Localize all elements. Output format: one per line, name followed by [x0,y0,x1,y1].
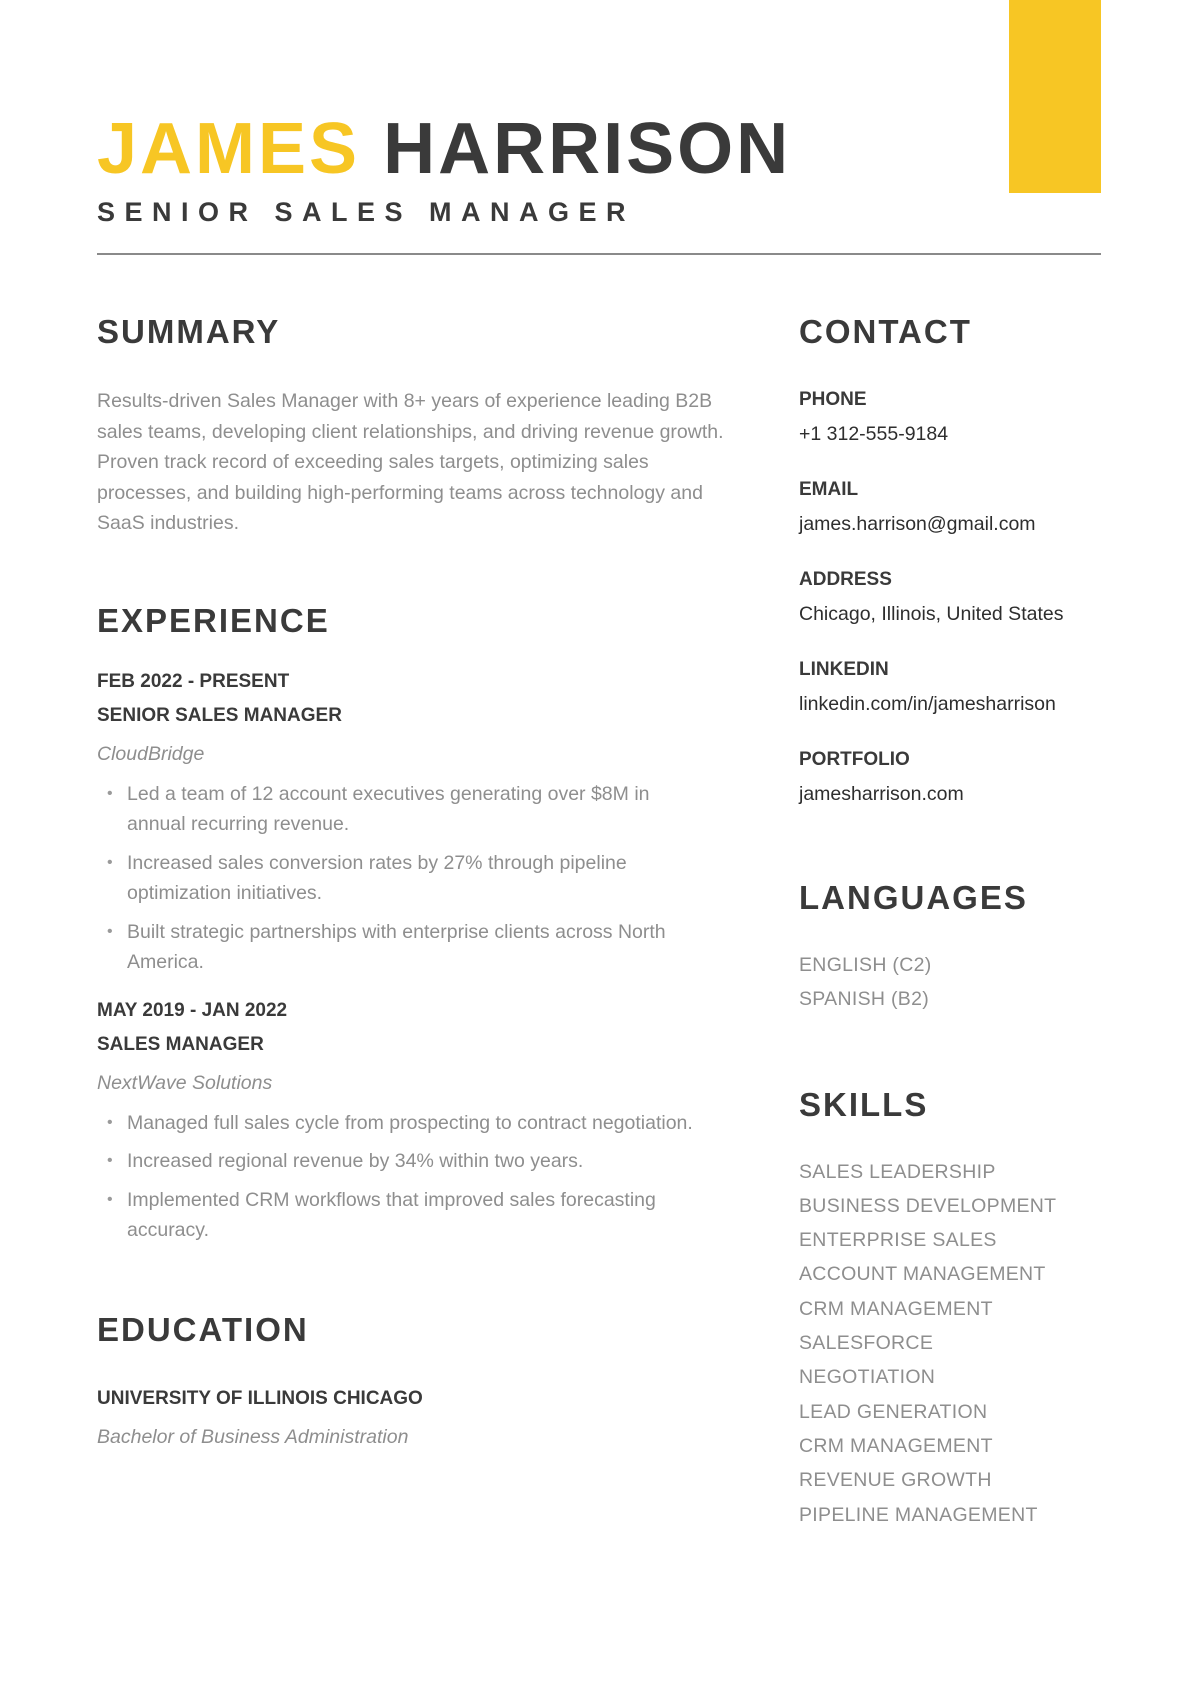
job-company: NextWave Solutions [97,1071,273,1094]
bullet-text: Led a team of 12 account executives generating over $8M in annual recurring revenue. [127,782,650,835]
bullet-item [97,917,697,978]
bullet-item [97,1146,697,1177]
bullet-item [97,1108,697,1139]
job-role: SENIOR SALES MANAGER [97,704,342,726]
skill-item: BUSINESS DEVELOPMENT [799,1194,1057,1217]
bullet-icon: • [107,922,113,940]
skill-item: NEGOTIATION [799,1366,936,1389]
contact-value: james.harrison@gmail.com [799,513,1036,535]
contact-linkedin [799,658,1099,716]
job-entry [97,669,737,978]
education-degree: Bachelor of Business Administration [97,1425,409,1448]
contact-value: jamesharrison.com [799,783,964,805]
bullet-text: Increased sales conversion rates by 27% through pipeline optimization initiatives. [127,851,627,904]
contact-value: linkedin.com/in/jamesharrison [799,693,1056,715]
bullet-icon: • [107,1113,113,1131]
contact-address [799,568,1099,626]
contact-portfolio [799,748,1099,806]
summary-section [97,312,737,539]
main-column [97,312,737,1450]
job-bullets [97,779,737,978]
bullet-icon: • [107,853,113,871]
contact-list [799,388,1099,806]
bullet-text: Built strategic partnerships with enterprise clients across North America. [127,920,666,973]
job-entry [97,998,737,1246]
skills-section [799,1085,1099,1532]
contact-email [799,478,1099,536]
job-role: SALES MANAGER [97,1033,264,1055]
contact-section [799,312,1099,806]
resume-header [97,108,1101,228]
job-bullets [97,1108,737,1246]
bullet-text: Increased regional revenue by 34% within two years. [127,1150,584,1172]
summary-heading: SUMMARY [97,313,281,350]
skill-item: SALES LEADERSHIP [799,1160,996,1183]
contact-label: PORTFOLIO [799,749,910,770]
experience-section [97,601,737,1246]
contact-phone [799,388,1099,446]
contact-label: LINKEDIN [799,659,889,680]
contact-heading: CONTACT [799,313,972,350]
languages-list [799,948,1099,1017]
skill-item: CRM MANAGEMENT [799,1297,993,1320]
skill-item: ENTERPRISE SALES [799,1229,997,1252]
skill-item: REVENUE GROWTH [799,1469,992,1492]
contact-label: ADDRESS [799,569,892,590]
contact-value: +1 312-555-9184 [799,423,949,445]
skill-item: PIPELINE MANAGEMENT [799,1503,1038,1526]
language-item: SPANISH (B2) [799,988,930,1011]
skills-list [799,1155,1099,1532]
contact-value: Chicago, Illinois, United States [799,603,1064,625]
job-company: CloudBridge [97,742,205,765]
last-name: HARRISON [383,109,792,189]
language-item: ENGLISH (C2) [799,954,932,976]
sidebar-column [799,312,1099,1532]
skill-item: CRM MANAGEMENT [799,1434,993,1457]
contact-label: PHONE [799,389,867,410]
skill-item: LEAD GENERATION [799,1400,988,1423]
bullet-item [97,1185,697,1246]
bullet-icon: • [107,1190,113,1208]
bullet-icon: • [107,1152,113,1169]
job-dates: MAY 2019 - JAN 2022 [97,999,288,1021]
bullet-item [97,848,697,909]
job-dates: FEB 2022 - PRESENT [97,670,290,692]
candidate-name [97,108,1101,190]
bullet-text: Managed full sales cycle from prospecting to contract negotiation. [127,1111,693,1134]
education-school: UNIVERSITY OF ILLINOIS CHICAGO [97,1387,423,1409]
header-divider [97,253,1101,255]
bullet-item [97,779,697,840]
languages-section [799,878,1099,1017]
languages-heading: LANGUAGES [799,879,1028,916]
skills-heading: SKILLS [799,1085,929,1123]
skill-item: SALESFORCE [799,1332,934,1355]
bullet-text: Implemented CRM workflows that improved sales forecasting accuracy. [127,1188,656,1241]
bullet-icon: • [107,784,113,802]
job-title: SENIOR SALES MANAGER [97,197,636,227]
first-name: JAMES [97,109,361,189]
contact-label: EMAIL [799,479,859,500]
education-heading: EDUCATION [97,1310,309,1348]
experience-heading: EXPERIENCE [97,601,330,639]
education-section [97,1310,737,1450]
summary-text: Results-driven Sales Manager with 8+ years of experience leading B2B sales teams, developing client relationships, and driving revenue growth. Proven track record of exceeding sales targets, optimizing sales processes, and building high-performing teams across technology and SaaS industries. [97,390,724,534]
skill-item: ACCOUNT MANAGEMENT [799,1263,1046,1286]
